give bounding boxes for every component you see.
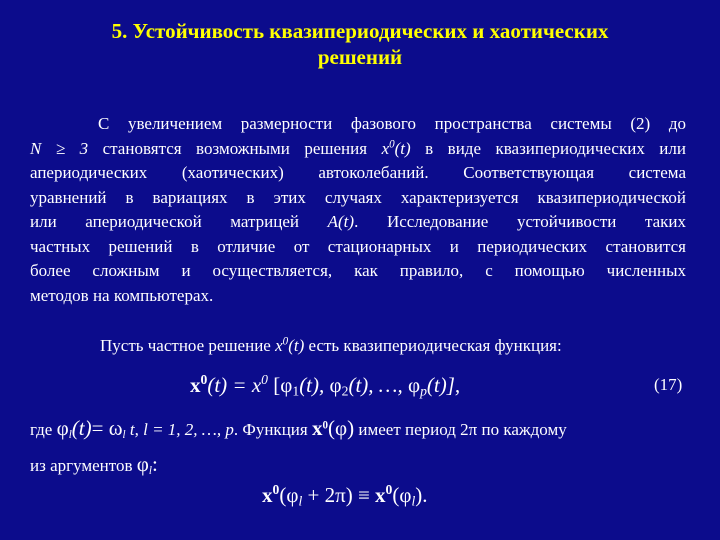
title-line-1: 5. Устойчивость квазипериодических и хаотических [111, 19, 609, 43]
x0t-symbol: $x^0(t)$ [381, 137, 411, 158]
let-line: Пусть частное решение $x^0(t)$ есть квазипериодическая функция: [100, 335, 562, 355]
para-line: С увеличением размерности фазового пространства системы (2) до [98, 114, 686, 133]
args-line: из аргументов $\varphi_l$: [30, 452, 158, 477]
para-text: в виде квазипериодических или [425, 138, 686, 158]
formula-17: $x^0(t) = x^0$ [$\varphi_1(t)$, $\varphi_2(t)$, …, $\varphi_p(t)$], [190, 371, 461, 399]
n-condition: N ≥ 3 [30, 138, 89, 158]
para-line: более сложным и осуществляется, как правило, с помощью численных [30, 261, 686, 280]
para-line: уравнений в вариациях в этих случаях характеризуется квазипериодической [30, 187, 686, 207]
para-text: становятся возможными решения [102, 138, 368, 158]
para-line [30, 210, 686, 235]
equation-number: (17) [654, 375, 683, 394]
para-text: или апериодической матрицей [30, 212, 300, 231]
intro-paragraph [30, 112, 686, 308]
para-line: частных решений в отличие от стационарных и периодических становится [30, 236, 686, 256]
slide-title [40, 18, 680, 70]
periodicity-formula: $x^0(\varphi_l + 2\pi) \equiv x^0(\varphi_l)$. [262, 481, 428, 509]
para-line: апериодических (хаотических) автоколебаний. Соответствующая система [30, 163, 686, 182]
where-line: где $\varphi_l(t)= \omega_l$ t, l = 1, 2, …, p. Функция $x^0(\varphi)$ имеет период 2π по каждому [30, 416, 567, 441]
para-line: методов на компьютерах. [30, 285, 214, 305]
para-line [30, 137, 686, 162]
title-line-2: решений [317, 45, 403, 69]
para-text: . Исследование устойчивости таких [354, 212, 687, 231]
matrix-symbol: A(t) [327, 212, 355, 231]
x0t-symbol: $x^0(t)$ [275, 335, 305, 355]
